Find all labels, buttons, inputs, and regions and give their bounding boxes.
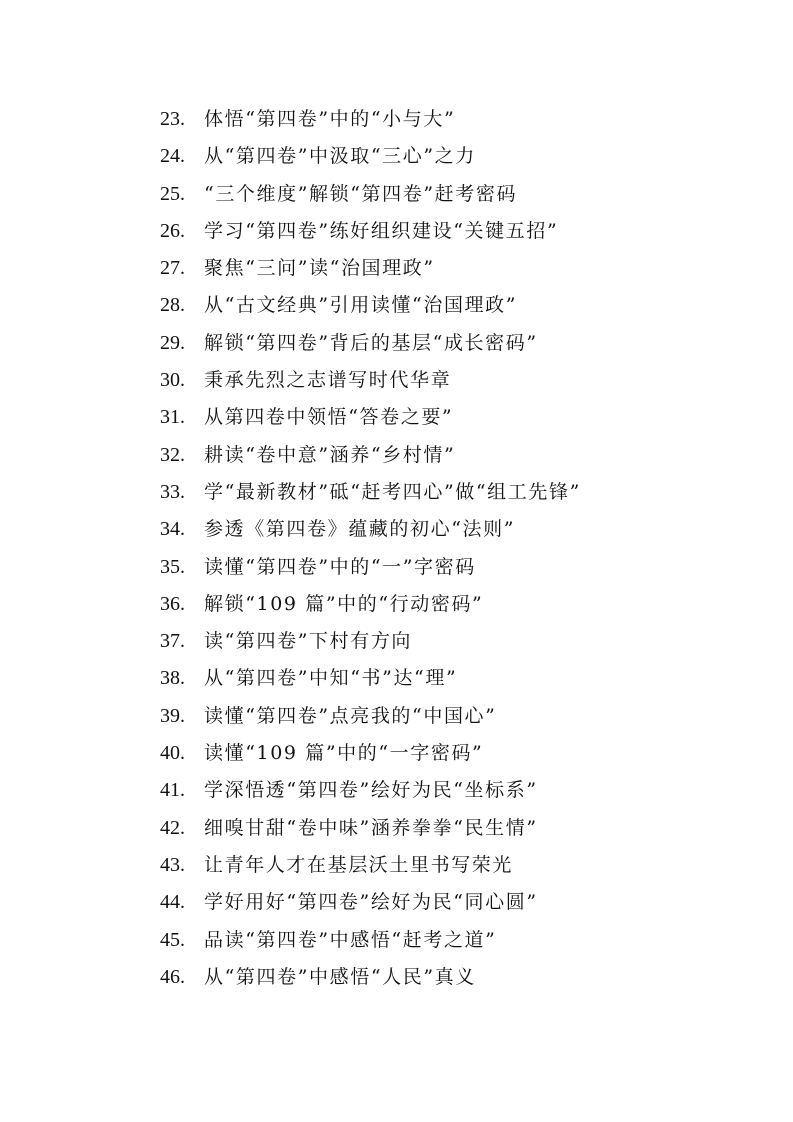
item-title: 从“古文经典”引用读懂“治国理政” [204,294,518,317]
item-number: 25. [160,182,185,205]
list-item [160,810,581,847]
list-item [160,213,581,250]
item-number: 31. [160,406,185,429]
list-item [160,250,581,287]
item-number: 38. [160,667,185,690]
item-title: 解锁“109 篇”中的“行动密码” [204,592,484,615]
item-title: 从“第四卷”中知“书”达“理” [204,667,458,690]
list-item [160,922,581,959]
item-title: “三个维度”解锁“第四卷”赶考密码 [204,182,518,205]
list-item [160,138,581,175]
item-title: 从第四卷中领悟“答卷之要” [204,406,454,429]
item-title: 参透《第四卷》蕴藏的初心“法则” [204,518,516,541]
list-item [160,772,581,809]
item-number: 23. [160,108,185,130]
item-title: 品读“第四卷”中感悟“赶考之道” [204,928,497,951]
item-title: 让青年人才在基层沃土里书写荣光 [204,853,514,876]
list-item [160,623,581,660]
list-item [160,362,581,399]
item-number: 30. [160,369,185,392]
list-item [160,698,581,735]
item-number: 33. [160,480,185,503]
item-number: 43. [160,853,185,876]
item-number: 32. [160,443,185,466]
list-item [160,437,581,474]
item-number: 24. [160,145,185,168]
item-title: 学深悟透“第四卷”绘好为民“坐标系” [204,779,538,802]
list-item [160,325,581,362]
list-item [160,511,581,548]
list-item [160,959,581,996]
item-number: 35. [160,555,185,578]
list-item [160,884,581,921]
item-number: 44. [160,891,185,914]
item-title: 耕读“卷中意”涵养“乡村情” [204,443,456,466]
list-item [160,101,581,138]
item-title: 体悟“第四卷”中的“小与大” [204,108,456,130]
item-number: 29. [160,331,185,354]
list-item [160,735,581,772]
item-number: 42. [160,816,185,839]
item-title: 解锁“第四卷”背后的基层“成长密码” [204,331,538,354]
list-item [160,176,581,213]
item-number: 40. [160,742,185,765]
item-title: 从“第四卷”中汲取“三心”之力 [204,145,476,168]
list-item [160,399,581,436]
item-title: 读懂“第四卷”点亮我的“中国心” [204,704,497,727]
item-title: 读懂“109 篇”中的“一字密码” [204,742,484,765]
item-title: 秉承先烈之志谱写时代华章 [204,369,452,392]
item-title: 读“第四卷”下村有方向 [204,630,413,653]
item-title: 学“最新教材”砥“赶考四心”做“组工先锋” [204,480,581,503]
item-title: 细嗅甘甜“卷中味”涵养拳拳“民生情” [204,816,538,839]
item-title: 读懂“第四卷”中的“一”字密码 [204,555,476,578]
list-item [160,586,581,623]
item-number: 27. [160,257,185,280]
list-item [160,549,581,586]
item-title: 学习“第四卷”练好组织建设“关键五招” [204,219,559,242]
list-item [160,287,581,324]
list-item [160,474,581,511]
item-number: 34. [160,518,185,541]
item-title: 聚焦“三问”读“治国理政” [204,257,435,280]
item-title: 从“第四卷”中感悟“人民”真义 [204,965,476,988]
item-number: 36. [160,592,185,615]
item-number: 46. [160,965,185,988]
item-number: 28. [160,294,185,317]
item-number: 39. [160,704,185,727]
item-number: 41. [160,779,185,802]
list-item [160,847,581,884]
list-item [160,660,581,697]
item-number: 45. [160,928,185,951]
title-list [160,101,581,996]
item-number: 37. [160,630,185,653]
item-title: 学好用好“第四卷”绘好为民“同心圆” [204,891,538,914]
item-number: 26. [160,219,185,242]
